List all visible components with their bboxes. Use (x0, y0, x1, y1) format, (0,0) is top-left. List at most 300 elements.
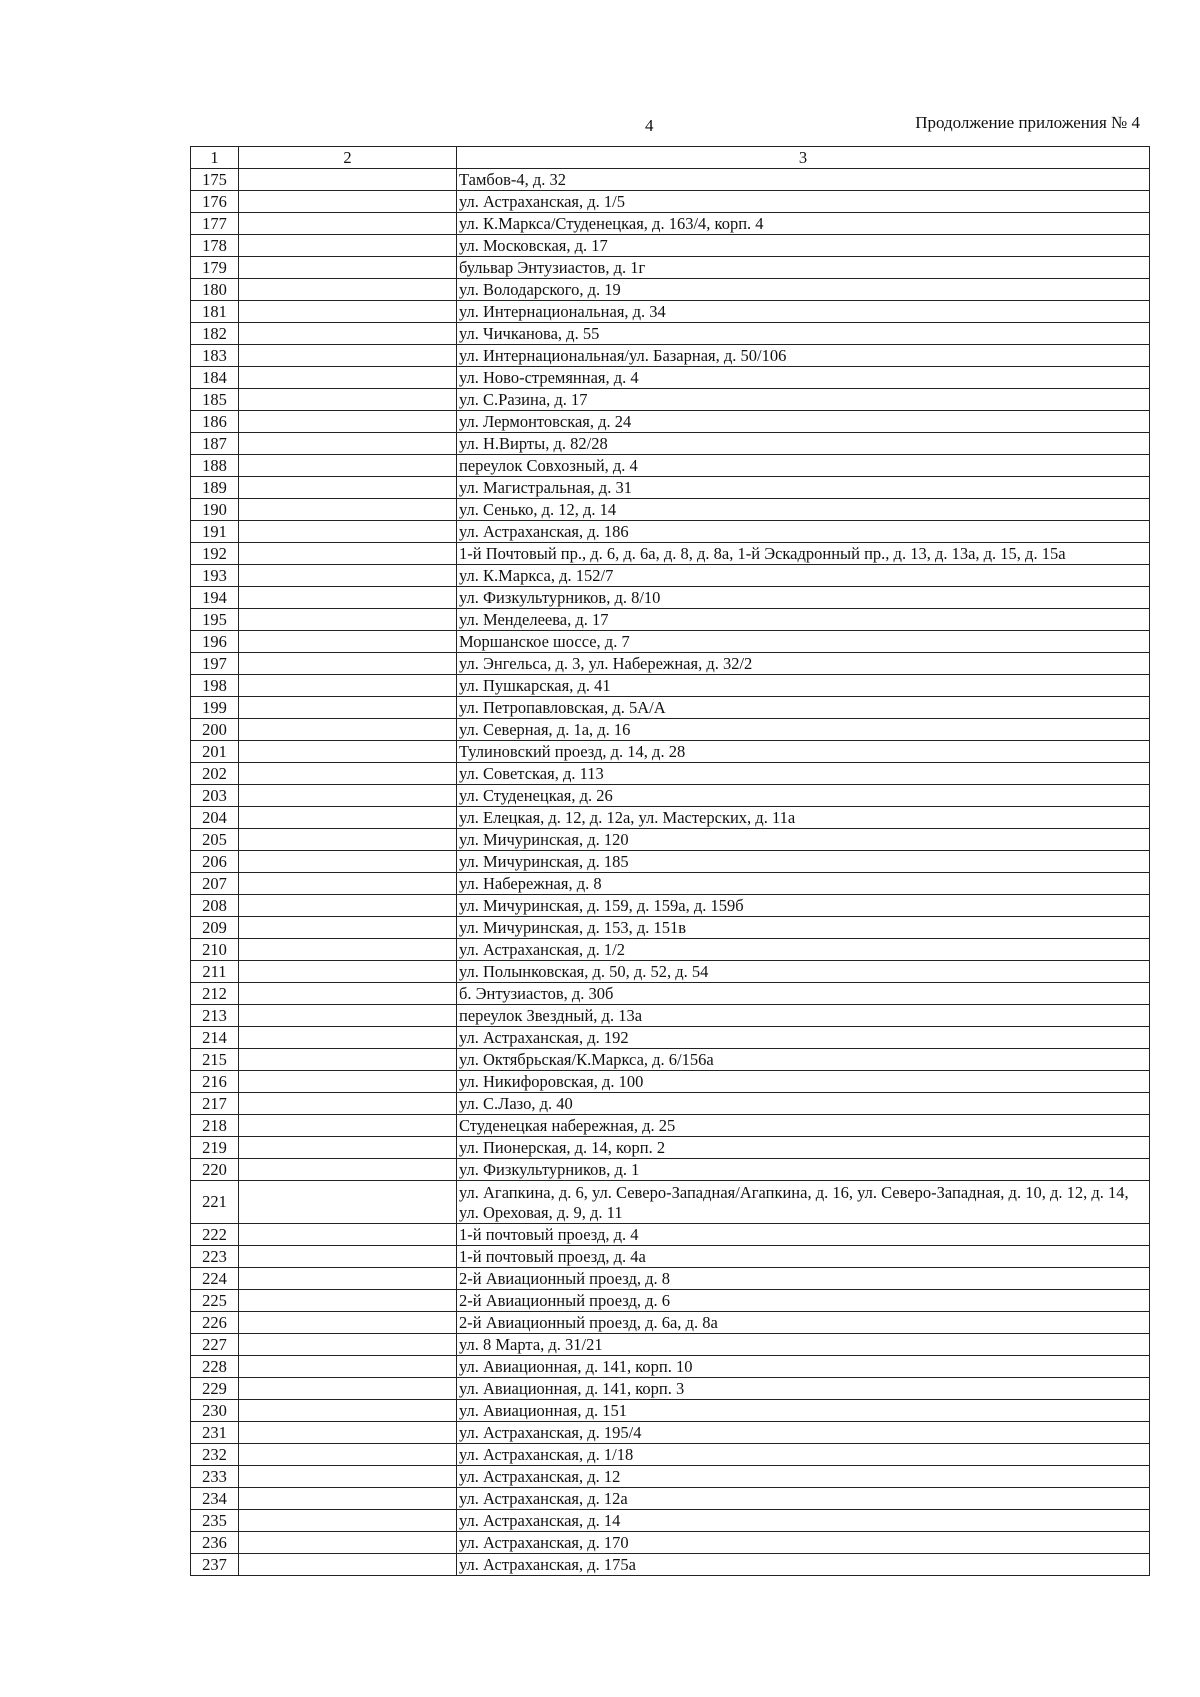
table-row (191, 587, 1150, 609)
address-text: бульвар Энтузиастов, д. 1г (459, 258, 646, 277)
row-number: 206 (191, 851, 239, 873)
table-row (191, 675, 1150, 697)
row-column-2-empty (239, 1334, 457, 1356)
address-text: ул. Петропавловская, д. 5А/А (459, 698, 666, 717)
address-text: Тулиновский проезд, д. 14, д. 28 (459, 742, 686, 761)
row-column-2-empty (239, 917, 457, 939)
row-address (457, 1400, 1150, 1422)
row-column-2-empty (239, 1246, 457, 1268)
row-address (457, 1027, 1150, 1049)
row-number: 228 (191, 1356, 239, 1378)
address-text: 1-й Почтовый пр., д. 6, д. 6а, д. 8, д. 8а, 1-й Эскадронный пр., д. 13, д. 13а, д. 15, д. 15а (459, 544, 1066, 563)
row-address (457, 587, 1150, 609)
row-number: 232 (191, 1444, 239, 1466)
address-text: ул. Авиационная, д. 141, корп. 10 (459, 1357, 693, 1376)
row-address (457, 1444, 1150, 1466)
row-address (457, 829, 1150, 851)
row-number: 198 (191, 675, 239, 697)
address-text: ул. Студенецкая, д. 26 (459, 786, 613, 805)
address-text: ул. Физкультурников, д. 8/10 (459, 588, 661, 607)
row-number: 197 (191, 653, 239, 675)
row-column-2-empty (239, 411, 457, 433)
row-address (457, 1071, 1150, 1093)
address-text: 2-й Авиационный проезд, д. 6а, д. 8а (459, 1313, 718, 1332)
address-text: ул. Авиационная, д. 151 (459, 1401, 627, 1420)
row-number: 178 (191, 235, 239, 257)
row-address (457, 1510, 1150, 1532)
row-column-2-empty (239, 301, 457, 323)
address-text: ул. Мичуринская, д. 153, д. 151в (459, 918, 687, 937)
row-number: 215 (191, 1049, 239, 1071)
address-text: ул. Московская, д. 17 (459, 236, 608, 255)
row-column-2-empty (239, 345, 457, 367)
row-address (457, 763, 1150, 785)
address-text: ул. Чичканова, д. 55 (459, 324, 600, 343)
row-column-2-empty (239, 1224, 457, 1246)
row-column-2-empty (239, 213, 457, 235)
table-row (191, 455, 1150, 477)
row-address (457, 851, 1150, 873)
row-address (457, 323, 1150, 345)
table-row (191, 1444, 1150, 1466)
table-row (191, 1510, 1150, 1532)
address-text: ул. Мичуринская, д. 159, д. 159а, д. 159б (459, 896, 744, 915)
table-row (191, 631, 1150, 653)
row-number: 221 (191, 1181, 239, 1224)
address-text: ул. Астраханская, д. 12а (459, 1489, 628, 1508)
address-text: ул. К.Маркса/Студенецкая, д. 163/4, корп. 4 (459, 214, 764, 233)
row-address (457, 1268, 1150, 1290)
address-text: ул. Астраханская, д. 195/4 (459, 1423, 642, 1442)
row-number: 205 (191, 829, 239, 851)
row-column-2-empty (239, 763, 457, 785)
table-row (191, 961, 1150, 983)
row-address (457, 895, 1150, 917)
address-text: Студенецкая набережная, д. 25 (459, 1116, 676, 1135)
row-address (457, 433, 1150, 455)
row-number: 222 (191, 1224, 239, 1246)
table-row (191, 257, 1150, 279)
row-address (457, 1049, 1150, 1071)
table-row (191, 1554, 1150, 1576)
row-number: 209 (191, 917, 239, 939)
row-number: 201 (191, 741, 239, 763)
row-column-2-empty (239, 1093, 457, 1115)
row-column-2-empty (239, 851, 457, 873)
row-address (457, 917, 1150, 939)
row-column-2-empty (239, 169, 457, 191)
table-row (191, 851, 1150, 873)
row-column-2-empty (239, 873, 457, 895)
row-address (457, 543, 1150, 565)
row-number: 213 (191, 1005, 239, 1027)
row-column-2-empty (239, 1115, 457, 1137)
table-header-row (191, 147, 1150, 169)
row-column-2-empty (239, 1312, 457, 1334)
row-column-2-empty (239, 1268, 457, 1290)
row-number: 223 (191, 1246, 239, 1268)
table-row (191, 1115, 1150, 1137)
row-column-2-empty (239, 741, 457, 763)
row-column-2-empty (239, 1005, 457, 1027)
row-address (457, 1356, 1150, 1378)
address-text: ул. Никифоровская, д. 100 (459, 1072, 644, 1091)
table-row (191, 235, 1150, 257)
row-number: 192 (191, 543, 239, 565)
table-row (191, 1181, 1150, 1224)
row-column-2-empty (239, 719, 457, 741)
address-text: ул. Мичуринская, д. 120 (459, 830, 629, 849)
row-column-2-empty (239, 961, 457, 983)
table-row (191, 785, 1150, 807)
row-address (457, 499, 1150, 521)
row-number: 200 (191, 719, 239, 741)
table-row (191, 1466, 1150, 1488)
row-number: 236 (191, 1532, 239, 1554)
address-text: ул. Астраханская, д. 192 (459, 1028, 629, 1047)
row-number: 190 (191, 499, 239, 521)
table-row (191, 1071, 1150, 1093)
row-column-2-empty (239, 499, 457, 521)
row-number: 224 (191, 1268, 239, 1290)
row-number: 182 (191, 323, 239, 345)
table-row (191, 1137, 1150, 1159)
table-row (191, 719, 1150, 741)
address-text: 2-й Авиационный проезд, д. 8 (459, 1269, 670, 1288)
row-address (457, 1159, 1150, 1181)
row-column-2-empty (239, 323, 457, 345)
row-column-2-empty (239, 697, 457, 719)
table-row (191, 191, 1150, 213)
table-row (191, 411, 1150, 433)
address-text: ул. Авиационная, д. 141, корп. 3 (459, 1379, 685, 1398)
address-text: ул. Ново-стремянная, д. 4 (459, 368, 639, 387)
row-address (457, 785, 1150, 807)
address-text: 1-й почтовый проезд, д. 4а (459, 1247, 646, 1266)
row-address (457, 609, 1150, 631)
address-text: ул. Советская, д. 113 (459, 764, 604, 783)
row-number: 237 (191, 1554, 239, 1576)
row-column-2-empty (239, 675, 457, 697)
table-row (191, 279, 1150, 301)
column-header-3: 3 (457, 147, 1150, 169)
row-number: 193 (191, 565, 239, 587)
address-text: Моршанское шоссе, д. 7 (459, 632, 630, 651)
row-number: 229 (191, 1378, 239, 1400)
row-column-2-empty (239, 1290, 457, 1312)
table-row (191, 389, 1150, 411)
row-column-2-empty (239, 235, 457, 257)
row-address (457, 389, 1150, 411)
row-address (457, 191, 1150, 213)
row-number: 208 (191, 895, 239, 917)
address-text: ул. Интернациональная/ул. Базарная, д. 50/106 (459, 346, 787, 365)
table-row (191, 1246, 1150, 1268)
address-text: ул. С.Лазо, д. 40 (459, 1094, 573, 1113)
page-number: 4 (645, 116, 654, 135)
address-text: ул. Менделеева, д. 17 (459, 610, 609, 629)
row-address (457, 1093, 1150, 1115)
row-address (457, 257, 1150, 279)
row-column-2-empty (239, 983, 457, 1005)
table-row (191, 301, 1150, 323)
table-row (191, 1159, 1150, 1181)
appendix-continuation-title: Продолжение приложения № 4 (915, 113, 1140, 132)
row-column-2-empty (239, 609, 457, 631)
address-text: ул. Октябрьская/К.Маркса, д. 6/156а (459, 1050, 714, 1069)
address-text: ул. Мичуринская, д. 185 (459, 852, 629, 871)
row-address (457, 1224, 1150, 1246)
row-column-2-empty (239, 279, 457, 301)
row-number: 195 (191, 609, 239, 631)
row-number: 212 (191, 983, 239, 1005)
row-column-2-empty (239, 1422, 457, 1444)
row-address (457, 411, 1150, 433)
row-number: 181 (191, 301, 239, 323)
row-address (457, 279, 1150, 301)
table-row (191, 895, 1150, 917)
table-row (191, 1049, 1150, 1071)
table-row (191, 1488, 1150, 1510)
row-column-2-empty (239, 939, 457, 961)
address-text: ул. Елецкая, д. 12, д. 12а, ул. Мастерских, д. 11а (459, 808, 796, 827)
row-address (457, 1115, 1150, 1137)
row-number: 210 (191, 939, 239, 961)
table-row (191, 1093, 1150, 1115)
row-number: 226 (191, 1312, 239, 1334)
row-number: 225 (191, 1290, 239, 1312)
row-column-2-empty (239, 543, 457, 565)
address-text: ул. Физкультурников, д. 1 (459, 1160, 640, 1179)
row-address (457, 1466, 1150, 1488)
row-column-2-empty (239, 1049, 457, 1071)
row-number: 179 (191, 257, 239, 279)
address-text: 2-й Авиационный проезд, д. 6 (459, 1291, 670, 1310)
row-number: 233 (191, 1466, 239, 1488)
row-column-2-empty (239, 191, 457, 213)
address-text: б. Энтузиастов, д. 30б (459, 984, 614, 1003)
row-address (457, 1554, 1150, 1576)
table-row (191, 367, 1150, 389)
row-address (457, 939, 1150, 961)
row-number: 231 (191, 1422, 239, 1444)
row-address (457, 961, 1150, 983)
row-column-2-empty (239, 1378, 457, 1400)
row-address (457, 675, 1150, 697)
row-number: 191 (191, 521, 239, 543)
address-text: ул. Агапкина, д. 6, ул. Северо-Западная/Агапкина, д. 16, ул. Северо-Западная, д. 10, д. 12, д. 14, ул. Ореховая, д. 9, д. 11 (459, 1183, 1129, 1222)
table-row (191, 213, 1150, 235)
row-column-2-empty (239, 521, 457, 543)
table-row (191, 433, 1150, 455)
row-column-2-empty (239, 895, 457, 917)
row-column-2-empty (239, 785, 457, 807)
row-number: 176 (191, 191, 239, 213)
row-number: 175 (191, 169, 239, 191)
table-row (191, 1268, 1150, 1290)
row-address (457, 653, 1150, 675)
row-column-2-empty (239, 631, 457, 653)
address-text: ул. Астраханская, д. 12 (459, 1467, 621, 1486)
row-number: 220 (191, 1159, 239, 1181)
row-number: 186 (191, 411, 239, 433)
row-number: 189 (191, 477, 239, 499)
row-column-2-empty (239, 565, 457, 587)
table-row (191, 521, 1150, 543)
table-row (191, 1027, 1150, 1049)
row-column-2-empty (239, 367, 457, 389)
table-body (191, 169, 1150, 1576)
row-column-2-empty (239, 1400, 457, 1422)
table-row (191, 169, 1150, 191)
address-text: ул. Пионерская, д. 14, корп. 2 (459, 1138, 666, 1157)
row-address (457, 741, 1150, 763)
row-address (457, 455, 1150, 477)
address-text: ул. Магистральная, д. 31 (459, 478, 632, 497)
table-row (191, 323, 1150, 345)
row-number: 203 (191, 785, 239, 807)
row-number: 183 (191, 345, 239, 367)
row-column-2-empty (239, 1181, 457, 1224)
address-text: ул. Полынковская, д. 50, д. 52, д. 54 (459, 962, 709, 981)
row-address (457, 477, 1150, 499)
row-number: 184 (191, 367, 239, 389)
row-column-2-empty (239, 477, 457, 499)
row-number: 204 (191, 807, 239, 829)
row-column-2-empty (239, 433, 457, 455)
row-address (457, 1532, 1150, 1554)
column-header-1: 1 (191, 147, 239, 169)
row-address (457, 631, 1150, 653)
row-number: 218 (191, 1115, 239, 1137)
address-text: ул. Интернациональная, д. 34 (459, 302, 666, 321)
row-number: 196 (191, 631, 239, 653)
address-text: переулок Звездный, д. 13а (459, 1006, 643, 1025)
address-text: ул. Северная, д. 1а, д. 16 (459, 720, 631, 739)
address-text: ул. Астраханская, д. 1/5 (459, 192, 625, 211)
row-address (457, 1290, 1150, 1312)
row-column-2-empty (239, 1159, 457, 1181)
address-text: ул. Н.Вирты, д. 82/28 (459, 434, 608, 453)
row-address (457, 1422, 1150, 1444)
table-row (191, 1356, 1150, 1378)
row-number: 187 (191, 433, 239, 455)
row-address (457, 1378, 1150, 1400)
row-column-2-empty (239, 1554, 457, 1576)
row-number: 194 (191, 587, 239, 609)
row-column-2-empty (239, 829, 457, 851)
row-column-2-empty (239, 1466, 457, 1488)
table-row (191, 1334, 1150, 1356)
row-number: 180 (191, 279, 239, 301)
address-text: переулок Совхозный, д. 4 (459, 456, 638, 475)
row-number: 227 (191, 1334, 239, 1356)
row-number: 202 (191, 763, 239, 785)
row-number: 177 (191, 213, 239, 235)
row-address (457, 521, 1150, 543)
address-text: ул. Астраханская, д. 186 (459, 522, 629, 541)
table-row (191, 1312, 1150, 1334)
row-number: 230 (191, 1400, 239, 1422)
row-number: 234 (191, 1488, 239, 1510)
table-row (191, 873, 1150, 895)
row-number: 188 (191, 455, 239, 477)
row-address (457, 1005, 1150, 1027)
row-address (457, 697, 1150, 719)
row-number: 199 (191, 697, 239, 719)
row-column-2-empty (239, 653, 457, 675)
table-row (191, 543, 1150, 565)
row-address (457, 1312, 1150, 1334)
row-address (457, 213, 1150, 235)
table-row (191, 1224, 1150, 1246)
row-column-2-empty (239, 587, 457, 609)
table-row (191, 917, 1150, 939)
address-text: ул. Астраханская, д. 170 (459, 1533, 629, 1552)
table-row (191, 1005, 1150, 1027)
row-address (457, 301, 1150, 323)
address-text: ул. Сенько, д. 12, д. 14 (459, 500, 617, 519)
address-text: Тамбов-4, д. 32 (459, 170, 567, 189)
table-row (191, 565, 1150, 587)
row-column-2-empty (239, 1356, 457, 1378)
row-address (457, 345, 1150, 367)
table-row (191, 1290, 1150, 1312)
row-column-2-empty (239, 455, 457, 477)
row-column-2-empty (239, 807, 457, 829)
row-number: 214 (191, 1027, 239, 1049)
row-column-2-empty (239, 1071, 457, 1093)
address-text: 1-й почтовый проезд, д. 4 (459, 1225, 639, 1244)
row-number: 216 (191, 1071, 239, 1093)
table-row (191, 983, 1150, 1005)
table-row (191, 1422, 1150, 1444)
row-column-2-empty (239, 1027, 457, 1049)
row-number: 235 (191, 1510, 239, 1532)
table-row (191, 499, 1150, 521)
table-row (191, 741, 1150, 763)
table-row (191, 807, 1150, 829)
row-address (457, 235, 1150, 257)
column-header-2: 2 (239, 147, 457, 169)
table-row (191, 609, 1150, 631)
row-address (457, 1334, 1150, 1356)
address-text: ул. Энгельса, д. 3, ул. Набережная, д. 32/2 (459, 654, 753, 673)
address-text: ул. С.Разина, д. 17 (459, 390, 588, 409)
address-text: ул. К.Маркса, д. 152/7 (459, 566, 614, 585)
address-text: ул. Пушкарская, д. 41 (459, 676, 611, 695)
table-row (191, 829, 1150, 851)
table-row (191, 345, 1150, 367)
table-row (191, 697, 1150, 719)
address-text: ул. Володарского, д. 19 (459, 280, 621, 299)
address-text: ул. 8 Марта, д. 31/21 (459, 1335, 603, 1354)
row-address (457, 367, 1150, 389)
row-address (457, 1488, 1150, 1510)
address-text: ул. Астраханская, д. 1/18 (459, 1445, 634, 1464)
row-address (457, 1181, 1150, 1224)
row-address (457, 565, 1150, 587)
table-row (191, 763, 1150, 785)
row-address (457, 169, 1150, 191)
row-address (457, 719, 1150, 741)
row-column-2-empty (239, 1488, 457, 1510)
row-number: 185 (191, 389, 239, 411)
row-address (457, 1137, 1150, 1159)
table-row (191, 653, 1150, 675)
row-address (457, 873, 1150, 895)
address-text: ул. Астраханская, д. 175а (459, 1555, 636, 1574)
